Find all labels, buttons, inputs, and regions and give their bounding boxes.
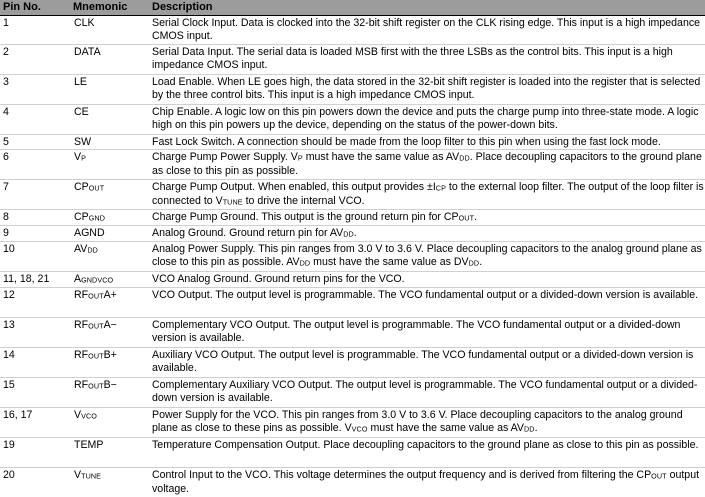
description: Charge Pump Ground. This output is the ground return pin for CPOUT. xyxy=(152,211,478,224)
description: Auxiliary VCO Output. The output level is programmable. The VCO fundamental output or a divided-down version is available. xyxy=(152,348,694,375)
pin-number: 4 xyxy=(3,105,9,118)
header-mnemonic: Mnemonic xyxy=(70,0,149,16)
table-row xyxy=(0,210,705,226)
pin-number: 13 xyxy=(3,318,15,331)
pin-number: 5 xyxy=(3,135,9,148)
mnemonic: CPOUT xyxy=(74,181,105,194)
pin-number: 14 xyxy=(3,348,15,361)
mnemonic: AGND xyxy=(74,227,105,240)
mnemonic: LE xyxy=(74,75,87,88)
header-pin-no: Pin No. xyxy=(0,0,70,16)
pin-number: 7 xyxy=(3,181,9,194)
table-row xyxy=(0,317,705,347)
pin-number: 19 xyxy=(3,438,15,451)
description: Chip Enable. A logic low on this pin powers down the device and puts the charge pump into three-state mode. A logic high on this pin powers up the device, depending on the status of the power-down bits. xyxy=(152,105,699,132)
pin-number: 10 xyxy=(3,243,15,256)
pin-number: 20 xyxy=(3,468,15,481)
mnemonic: CLK xyxy=(74,17,95,29)
description: Load Enable. When LE goes high, the data stored in the 32-bit shift register is loaded into the register that is selected by the three control bits. This input is a high impedance CMOS input. xyxy=(152,75,701,102)
pin-number: 12 xyxy=(3,288,15,301)
description: Power Supply for the VCO. This pin ranges from 3.0 V to 3.6 V. Place decoupling capacitors to the analog ground plane as close to these pins as possible. VVCO must have the same value as AVDD. xyxy=(152,408,683,435)
mnemonic: VP xyxy=(74,151,86,164)
pin-number: 3 xyxy=(3,75,9,88)
mnemonic: CPGND xyxy=(74,211,105,224)
table-row xyxy=(0,437,705,467)
table-row xyxy=(0,347,705,377)
pin-number: 15 xyxy=(3,378,15,391)
description: Complementary VCO Output. The output level is programmable. The VCO fundamental output or a divided-down version is available. xyxy=(152,318,681,345)
mnemonic: VVCO xyxy=(74,408,97,421)
description: Control Input to the VCO. This voltage determines the output frequency and is derived from filtering the CPOUT output voltage. xyxy=(152,468,700,495)
table-row xyxy=(0,150,705,180)
mnemonic: AGNDVCO xyxy=(74,273,114,286)
pin-number: 1 xyxy=(3,17,9,29)
description: Temperature Compensation Output. Place decoupling capacitors to the ground plane as close to this pin as possible. xyxy=(152,438,699,451)
pin-number: 16, 17 xyxy=(3,408,33,421)
table-row xyxy=(0,104,705,134)
description: Analog Ground. Ground return pin for AVDD. xyxy=(152,227,357,240)
pin-number: 9 xyxy=(3,227,9,240)
mnemonic: CE xyxy=(74,105,89,118)
pin-number: 11, 18, 21 xyxy=(3,273,50,286)
mnemonic: RFOUTA− xyxy=(74,318,117,331)
table-row xyxy=(0,74,705,104)
table-row xyxy=(0,44,705,74)
mnemonic: RFOUTA+ xyxy=(74,288,117,301)
pin-number: 2 xyxy=(3,45,9,58)
table-row xyxy=(0,180,705,210)
description: Serial Clock Input. Data is clocked into the 32-bit shift register on the CLK rising edge. This input is a high impedance CMOS input. xyxy=(152,17,701,43)
mnemonic: SW xyxy=(74,135,92,148)
table-row xyxy=(0,467,705,497)
mnemonic: RFOUTB− xyxy=(74,378,117,391)
header-description: Description xyxy=(149,0,705,16)
table-row xyxy=(0,377,705,407)
pin-number: 6 xyxy=(3,151,9,164)
mnemonic: AVDD xyxy=(74,243,98,256)
table-row xyxy=(0,16,705,45)
description: Fast Lock Switch. A connection should be made from the loop filter to this pin when using the fast lock mode. xyxy=(152,135,661,148)
pin-number: 8 xyxy=(3,211,9,224)
description: Charge Pump Output. When enabled, this output provides ±ICP to the external loop filter. The output of the loop filter is connected to VTUNE to drive the internal VCO. xyxy=(152,181,704,208)
description: Charge Pump Power Supply. VP must have the same value as AVDD. Place decoupling capacitors to the ground plane as close to this pin as possible. xyxy=(152,151,702,178)
table-row xyxy=(0,287,705,317)
mnemonic: TEMP xyxy=(74,438,104,451)
table-row xyxy=(0,134,705,149)
table-row xyxy=(0,272,705,288)
description: Analog Power Supply. This pin ranges from 3.0 V to 3.6 V. Place decoupling capacitors to the analog ground plane as close to this pin as possible. AVDD must have the same value as DVDD. xyxy=(152,243,702,269)
table-row xyxy=(0,407,705,437)
description: VCO Analog Ground. Ground return pins for the VCO. xyxy=(152,273,405,286)
mnemonic: DATA xyxy=(74,45,101,58)
description: Complementary Auxiliary VCO Output. The output level is programmable. The VCO fundamental output or a divided-down version is available. xyxy=(152,378,698,405)
table-row xyxy=(0,242,705,272)
table-row xyxy=(0,226,705,242)
table-header-row xyxy=(0,0,705,16)
description: VCO Output. The output level is programmable. The VCO fundamental output or a divided-down version is available. xyxy=(152,288,699,301)
description: Serial Data Input. The serial data is loaded MSB first with the three LSBs as the control bits. This input is a high impedance CMOS input. xyxy=(152,45,673,72)
mnemonic: RFOUTB+ xyxy=(74,348,117,361)
mnemonic: VTUNE xyxy=(74,468,102,481)
